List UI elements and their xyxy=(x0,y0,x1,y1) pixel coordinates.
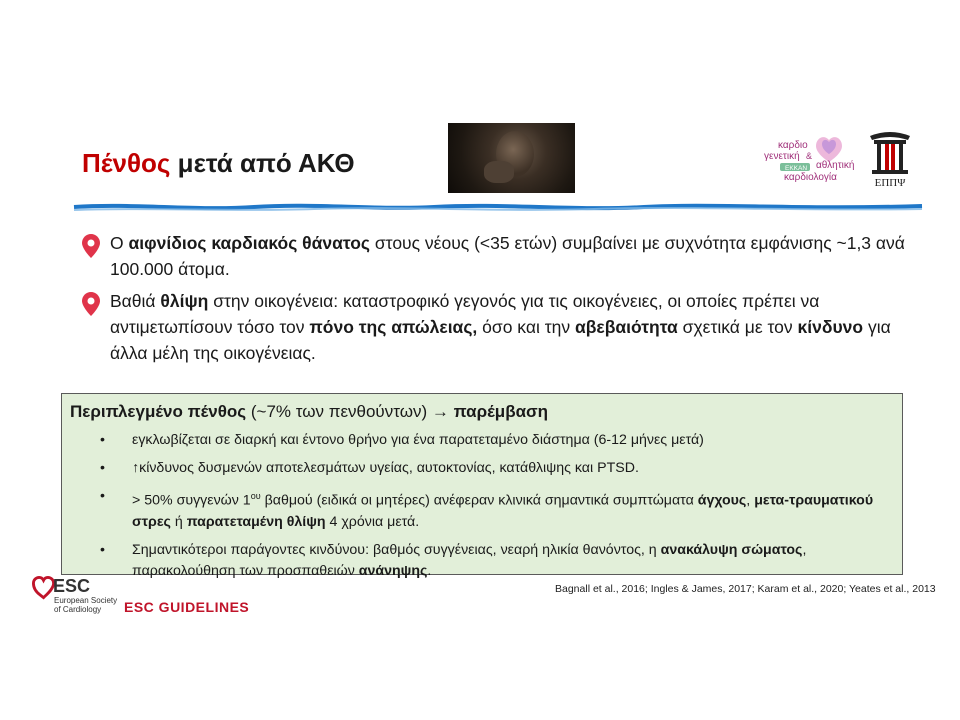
slide-title xyxy=(82,148,355,179)
box-head-mid: (~7% των πενθούντων) xyxy=(246,402,432,421)
item-2-text: ↑κίνδυνος δυσμενών αποτελεσμάτων υγείας, αυτοκτονίας, κατάθλιψης και PTSD. xyxy=(132,460,639,476)
item-3-b3: παρατεταμένη θλίψη xyxy=(186,513,326,530)
item-3-p1: > 50% συγγενών 1 xyxy=(132,492,251,509)
bullet-dot-icon: • xyxy=(100,541,105,558)
item-4-p2: , παρακολούθηση των προσπαθειών xyxy=(132,541,807,579)
b1-text-1: Ο xyxy=(110,233,129,253)
b2-text-5: για άλλα μέλη της οικογένειας. xyxy=(110,317,891,363)
b2-bold-4: κίνδυνο xyxy=(797,317,864,337)
complicated-grief-box xyxy=(61,393,903,579)
esc-subtitle: European Society of Cardiology xyxy=(54,596,118,614)
item-3-p2: βαθμού (ειδικά οι μητέρες) ανέφεραν κλινικά σημαντικά συμπτώματα xyxy=(260,492,698,509)
item-4-p3: . xyxy=(427,562,432,579)
item-3-p4: ή xyxy=(170,513,187,530)
kardio-line-2: γενετική xyxy=(764,151,800,162)
esc-name: ESC xyxy=(53,576,91,596)
esc-guidelines-label: ESC GUIDELINES xyxy=(124,599,250,615)
item-3-p5: 4 χρόνια μετά. xyxy=(325,513,420,530)
bullet-dot-icon: • xyxy=(100,460,105,476)
kardio-line-1: καρδιο xyxy=(778,140,808,151)
arrow-icon: → xyxy=(431,402,449,421)
b2-bold-3: αβεβαιότητα xyxy=(574,317,678,337)
main-bullets xyxy=(82,230,912,372)
b2-text-3: όσο και την xyxy=(477,317,575,337)
kardio-genetics-logo xyxy=(758,132,855,188)
location-pin-icon xyxy=(82,234,100,258)
kardio-line-5: καρδιολογία xyxy=(784,172,837,183)
title-rest: μετά από ΑΚΘ xyxy=(170,148,355,178)
item-3-b1: άγχους xyxy=(697,492,747,509)
eppsy-logo xyxy=(864,128,916,188)
kardio-line-3: & xyxy=(806,151,813,161)
b2-text-2: στην οικογένεια: καταστροφικό γεγονός για τις οικογένειες, οι οποίες πρέπει να αντιμετωπίσουν τόσο τον xyxy=(110,291,820,337)
b1-bold-1: αιφνίδιος καρδιακός θάνατος xyxy=(128,233,370,253)
references: Bagnall et al., 2016; Ingles & James, 2017; Karam et al., 2020; Yeates et al., 2013 xyxy=(555,583,936,595)
item-3-b2: μετα-τραυματικού στρες xyxy=(132,492,874,530)
title-accent: Πένθος xyxy=(82,148,171,178)
kardio-line-6: ΕΚΚΑΝ xyxy=(785,165,808,172)
kardio-line-4: αθλητική xyxy=(816,160,855,171)
item-1-text: εγκλωβίζεται σε διαρκή και έντονο θρήνο για ένα παρατεταμένο διάστημα (6-12 μήνες μετά) xyxy=(132,432,704,448)
list-item xyxy=(100,486,890,533)
item-4-b1: ανακάλυψη σώματος xyxy=(660,541,803,558)
wave-divider xyxy=(74,198,922,216)
item-4-b2: ανάνηψης xyxy=(358,562,428,579)
eppsy-text: ΕΠΠΨ xyxy=(874,177,906,189)
b2-text-1: Βαθιά xyxy=(110,291,161,311)
b2-text-4: σχετικά με τον xyxy=(677,317,798,337)
b2-bold-2: πόνο της απώλειας, xyxy=(309,317,478,337)
location-pin-icon xyxy=(82,292,100,316)
bullet-dot-icon: • xyxy=(100,488,105,504)
bullet-sudden-death xyxy=(82,230,912,282)
list-item xyxy=(100,458,890,479)
box-list xyxy=(100,430,890,589)
b1-text-2: στους νέους (<35 ετών) συμβαίνει με συχνότητα εμφάνισης ~1,3 ανά 100.000 άτομα. xyxy=(110,233,905,279)
box-head-bold-2: παρέμβαση xyxy=(453,402,549,421)
item-3-p3: , xyxy=(746,492,755,509)
box-head-bold-1: Περιπλεγμένο πένθος xyxy=(70,402,247,421)
list-item xyxy=(100,430,890,451)
bullet-family-grief xyxy=(82,288,912,366)
grief-photo xyxy=(448,123,575,193)
box-heading xyxy=(70,402,548,422)
list-item xyxy=(100,540,890,582)
photo-hand xyxy=(484,161,514,183)
item-4-p1: Σημαντικότεροι παράγοντες κινδύνου: βαθμός συγγένειας, νεαρή ηλικία θανόντος, η xyxy=(132,541,661,558)
item-3-sup: ου xyxy=(250,491,261,501)
b2-bold-1: θλίψη xyxy=(160,291,209,311)
bullet-dot-icon: • xyxy=(100,432,105,448)
